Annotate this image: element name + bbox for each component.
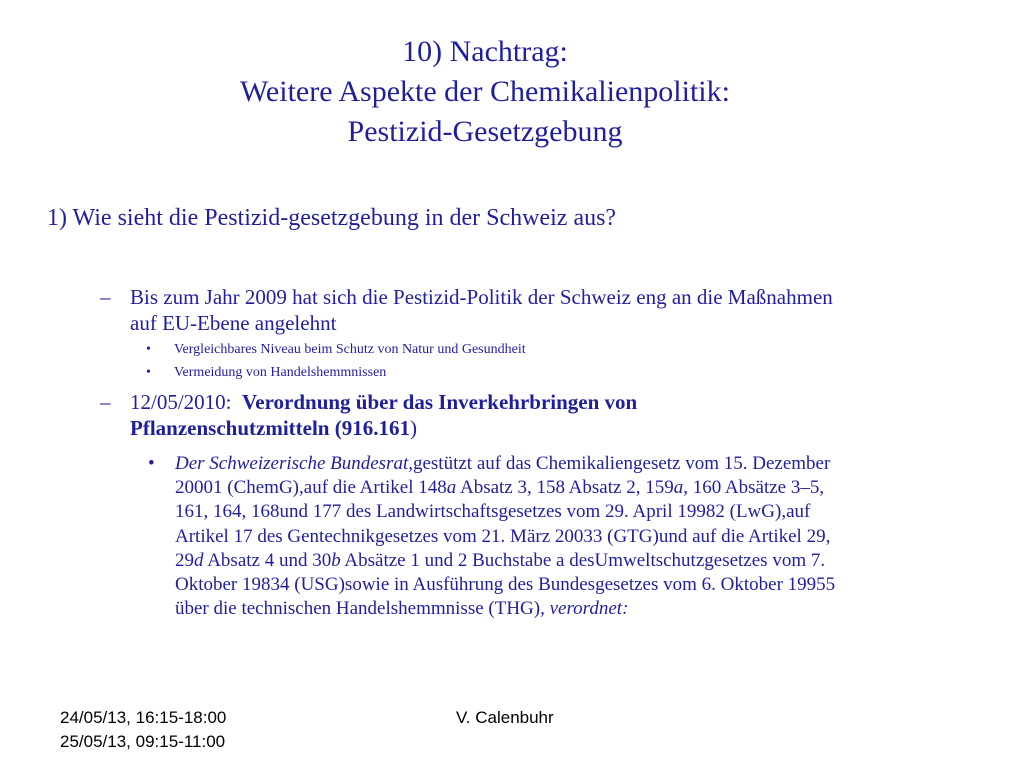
dash-item-2-line-2 (130, 415, 637, 441)
date-prefix: 12/05/2010: (130, 390, 243, 414)
preamble-italic: a (446, 477, 457, 499)
ordinance-title-2: Pflanzenschutzmitteln (916.161 (130, 416, 410, 440)
bullet-marker: • (146, 365, 151, 380)
preamble-text: Absatz 3, 158 Absatz 2, 159 (456, 477, 674, 499)
dash-item-2-line-1 (130, 389, 637, 415)
bullet-marker: • (146, 342, 151, 357)
preamble-line-5 (175, 549, 975, 573)
preamble-line-3: 161, 164, 168und 177 des Landwirtschaftsgesetzes vom 29. April 19982 (LwG),auf (175, 501, 811, 523)
closing-paren: ) (409, 416, 417, 440)
ordinance-title-1: Verordnung über das Inverkehrbringen von (242, 390, 638, 414)
dash-item-2-text (130, 389, 637, 441)
preamble-line-7 (175, 597, 975, 621)
dash-item-1-text (130, 284, 833, 336)
footer-dates (60, 706, 226, 754)
footer-date-2: 25/05/13, 09:15-11:00 (60, 732, 226, 751)
preamble-italic: b (331, 549, 341, 571)
ordinance-preamble (175, 452, 975, 621)
preamble-text: über die technischen Handelshemmnisse (THG), (175, 598, 550, 620)
slide-title (160, 32, 810, 152)
title-line-2: Weitere Aspekte der Chemikalienpolitik: (240, 75, 730, 108)
footer-date-1: 24/05/13, 16:15-18:00 (60, 708, 227, 727)
question-heading: 1) Wie sieht die Pestizid-gesetzgebung in der Schweiz aus? (47, 205, 617, 231)
sub-bullet-1-text: Vergleichbares Niveau beim Schutz von Natur und Gesundheit (174, 342, 526, 357)
preamble-italic: a (673, 477, 684, 499)
preamble-italic: d (194, 549, 204, 571)
preamble-line-6: Oktober 19834 (USG)sowie in Ausführung des Bundesgesetzes vom 6. Oktober 19955 (175, 574, 836, 596)
preamble-text: , 160 Absätze 3–5, (683, 477, 825, 499)
sub-bullet-2-text: Vermeidung von Handelshemmnissen (174, 365, 387, 380)
footer-author: V. Calenbuhr (456, 708, 554, 727)
dash-marker: – (100, 390, 111, 414)
preamble-text: 29 (175, 549, 194, 571)
preamble-line-1 (175, 452, 975, 476)
preamble-line-2 (175, 476, 975, 500)
title-line-3: Pestizid-Gesetzgebung (347, 115, 623, 148)
title-line-1: 10) Nachtrag: (402, 35, 568, 68)
preamble-line-4: Artikel 17 des Gentechnikgesetzes vom 21. März 20033 (GTG)und auf die Artikel 29, (175, 525, 831, 547)
preamble-italic-1: Der Schweizerische Bundesrat, (175, 453, 413, 474)
dash-item-1-line-2: auf EU-Ebene angelehnt (130, 311, 337, 335)
bullet-marker: • (148, 453, 155, 474)
preamble-text: 20001 (ChemG),auf die Artikel 148 (175, 477, 447, 499)
preamble-italic: verordnet: (549, 598, 629, 620)
dash-marker: – (100, 285, 111, 309)
preamble-text: gestützt auf das Chemikaliengesetz vom 15. Dezember (412, 453, 831, 474)
preamble-text: Absätze 1 und 2 Buchstabe a desUmweltschutzgesetzes vom 7. (340, 549, 826, 571)
preamble-text: Absatz 4 und 30 (203, 549, 332, 571)
dash-item-1-line-1: Bis zum Jahr 2009 hat sich die Pestizid-Politik der Schweiz eng an die Maßnahmen (130, 285, 833, 309)
